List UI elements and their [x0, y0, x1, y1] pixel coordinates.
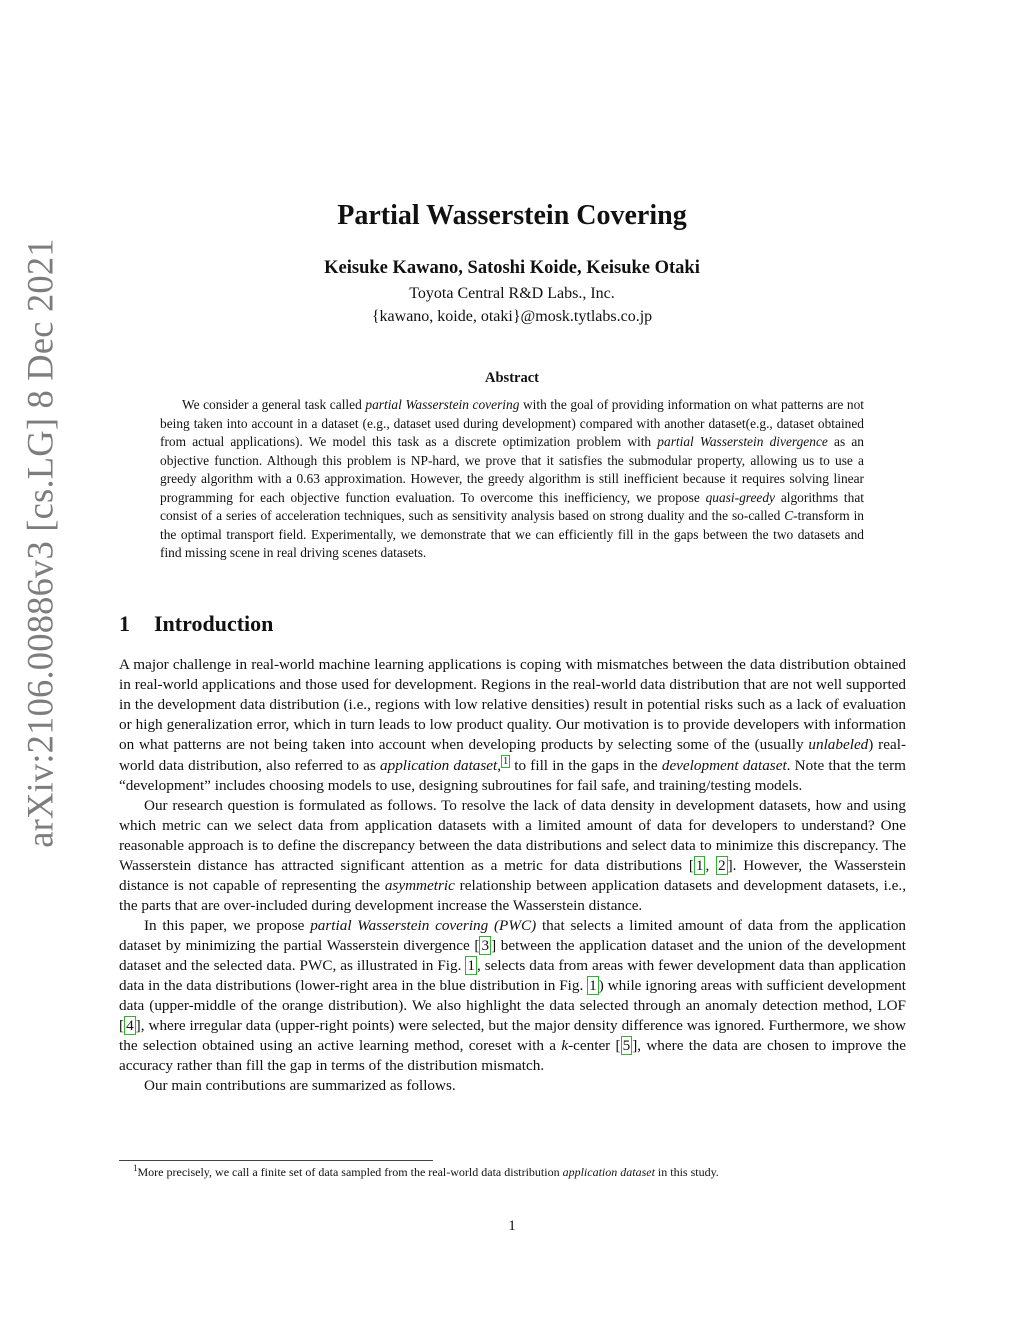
paragraph: Our main contributions are summarized as follows.: [144, 1077, 456, 1095]
page-number: 1: [508, 1218, 516, 1234]
citation-link[interactable]: 4: [126, 1017, 134, 1035]
citation-link[interactable]: 5: [622, 1037, 631, 1055]
citation-link[interactable]: 1: [695, 857, 704, 875]
section-number: 1: [119, 611, 130, 636]
figure-link[interactable]: 1: [589, 977, 597, 995]
author-list: Keisuke Kawano, Satoshi Koide, Keisuke Otaki: [324, 258, 700, 278]
arxiv-identifier: arXiv:2106.00886v3 [cs.LG] 8 Dec 2021: [19, 238, 61, 848]
paragraph: In this paper, we propose partial Wasserstein covering (PWC) that selects a limited amount of data from the application dataset by minimizing the partial Wasserstein divergence [ 3 ] between the application dataset and the union of the development dataset and the selected data. PWC, as illustrated in Fig. 1 , selects data from areas with fewer development data than application data in the data distributions (lower-right area in the blue distribution in Fig. 1 ) while ignoring areas with sufficient development data (upper-middle of the orange distribution). We also highlight the data selected through an anomaly detection method, LOF [ 4 ], where irregular data (upper-right points) were selected, but the major density difference was ignored. Furthermore, we show the selection obtained using an active learning method, coreset with a k-center [ 5 ], where the data are chosen to improve the accuracy rather than fill the gap in terms of the distribution mismatch.: [119, 917, 907, 1075]
paper-title: Partial Wasserstein Covering: [337, 200, 687, 231]
section-title: Introduction: [154, 611, 274, 636]
footnote: $^1$More precisely, we call a finite set of data sampled from the real-world data distribution application dataset in this study.: [133, 1163, 719, 1179]
citation-link[interactable]: 3: [481, 937, 490, 955]
footnote-divider: [119, 1160, 433, 1161]
paragraph: Our research question is formulated as follows. To resolve the lack of data density in development datasets, how and using which metric can we select data from application datasets with a limited amount of data for developers to understand? One reasonable approach is to define the discrepancy between the data distributions and select data to minimize this discrepancy. The Wasserstein distance has attracted significant attention as a metric for data distributions [ 1 , 2 ]. However, the Wasserstein distance is not capable of representing the asymmetric relationship between application datasets and development datasets, i.e., the parts that are over-included during development increase the Wasserstein distance.: [119, 797, 907, 915]
introduction-body: [119, 655, 906, 1096]
figure-link[interactable]: 1: [467, 957, 475, 975]
author-emails: {kawano, koide, otaki}@mosk.tytlabs.co.jp: [371, 308, 653, 325]
paragraph: A major challenge in real-world machine learning applications is coping with mismatches between the data distribution obtained in real-world applications and those used for development. Regions in the real-world data distribution that are not well supported in the development data distribution (i.e., regions with low relative densities) result in potential risks such as a lack of evaluation or high generalization error, which in turn leads to low product quality. Our motivation is to provide developers with information on what patterns are not being taken into account when developing products by selecting some of the (usually unlabeled) real-world data distribution, also referred to as application dataset, $^1$ to fill in the gaps in the development dataset. Note that the term “development” includes choosing models to use, designing subroutines for fail safe, and training/testing models.: [119, 656, 906, 795]
section-heading-introduction: [119, 611, 273, 637]
abstract-heading: Abstract: [485, 370, 539, 386]
abstract-text: We consider a general task called partial Wasserstein covering with the goal of providing information on what patterns are not being taken into account in a dataset (e.g., dataset used during development) compared with another dataset(e.g., dataset obtained from actual applications). We model this task as a discrete optimization problem with partial Wasserstein divergence as an objective function. Although this problem is NP-hard, we prove that it satisfies the submodular property, allowing us to use a greedy algorithm with a 0.63 approximation. However, the greedy algorithm is still inefficient because it requires solving linear programming for each objective function evaluation. To overcome this inefficiency, we propose quasi-greedy algorithms that consist of a series of acceleration techniques, such as sensitivity analysis based on strong duality and the so-called C-transform in the optimal transport field. Experimentally, we demonstrate that we can efficiently fill in the gaps between the two datasets and find missing scene in real driving scenes datasets.: [160, 397, 864, 560]
citation-link[interactable]: 2: [718, 857, 726, 875]
footnote-link[interactable]: 1: [503, 756, 509, 767]
affiliation: Toyota Central R&D Labs., Inc.: [409, 285, 615, 302]
